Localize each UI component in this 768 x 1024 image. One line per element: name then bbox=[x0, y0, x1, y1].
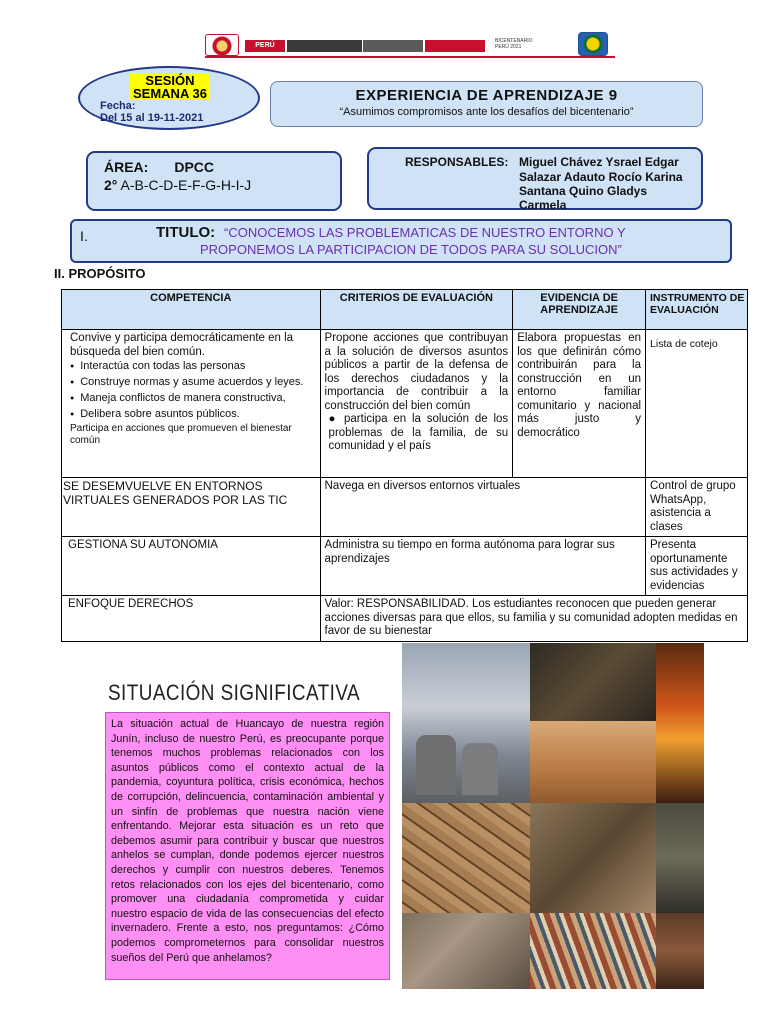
peru-seal-icon bbox=[205, 34, 239, 56]
criterio-tic-cell: Navega en diversos entornos virtuales bbox=[320, 478, 645, 537]
titulo-label: TITULO: bbox=[156, 224, 216, 241]
titulo-line-1: “CONOCEMOS LAS PROBLEMATICAS DE NUESTRO ENTORNO Y bbox=[224, 225, 626, 240]
garbage-photo bbox=[402, 913, 530, 989]
experience-title: EXPERIENCIA DE APRENDIZAJE 9 bbox=[355, 87, 618, 104]
responsable-name: Santana Quino Gladys bbox=[519, 184, 648, 198]
session-tag bbox=[130, 74, 210, 100]
instrumento-text: Lista de cotejo bbox=[650, 338, 718, 350]
problems-collage-image bbox=[402, 643, 704, 989]
school-crest-icon bbox=[578, 32, 608, 56]
header-instrumento: INSTRUMENTO DE EVALUACIÓN bbox=[646, 290, 748, 330]
competencia-cell bbox=[62, 330, 321, 478]
evidencia-text: Elabora propuestas en los que definirán cómo contribuirán para la construcción en un entorno familiar comunitario y nacional más justo y democrático bbox=[517, 332, 642, 439]
table-row bbox=[62, 596, 748, 642]
responsable-name: Miguel Chávez Ysrael Edgar bbox=[519, 155, 679, 169]
fire-photo bbox=[656, 643, 704, 803]
responsables-label: RESPONSABLES: bbox=[405, 155, 509, 169]
criterio-bullet-text: participa en la solución de los problemas de la familia, de su comunidad y el país bbox=[328, 413, 509, 452]
titulo-line-2: PROPONEMOS LA PARTICIPACION DE TODOS PARA SU SOLUCION” bbox=[200, 242, 622, 257]
experience-subtitle: “Asumimos compromisos ante los desafíos del bicentenario” bbox=[339, 106, 634, 118]
criterio-autonomia-cell: Administra su tiempo en forma autónoma para lograr sus aprendizajes bbox=[320, 537, 645, 596]
cooling-towers-photo bbox=[462, 743, 498, 795]
cooling-towers-photo bbox=[416, 735, 456, 795]
landfill-photo bbox=[530, 913, 656, 989]
header-evidencia: EVIDENCIA DE APRENDIZAJE bbox=[513, 290, 646, 330]
evidencia-tic-cell: Control de grupo WhatsApp, asistencia a clases bbox=[646, 478, 748, 537]
criterio-cell bbox=[320, 330, 513, 478]
area-value: DPCC bbox=[174, 159, 215, 175]
table-row bbox=[62, 537, 748, 596]
session-week: SEMANA 36 bbox=[133, 86, 207, 101]
ugel-logo bbox=[363, 40, 423, 52]
dre-logo bbox=[425, 40, 485, 52]
criterio-bullet: ● participa en la solución de los problemas de la familia, de su comunidad y el país bbox=[328, 413, 509, 452]
responsable-name: Carmela bbox=[519, 198, 567, 212]
date-label: Fecha: bbox=[100, 100, 136, 112]
capacidades-list bbox=[66, 359, 316, 423]
peru-logo-text: PERÚ bbox=[255, 42, 275, 49]
sections: A-B-C-D-E-F-G-H-I-J bbox=[117, 177, 252, 193]
competencia-tic-cell: SE DESEMVUELVE EN ENTORNOS VIRTUALES GENERADOS POR LAS TIC bbox=[62, 478, 321, 537]
competencia-autonomia-cell: GESTIONA SU AUTONOMIA bbox=[62, 537, 321, 596]
responsables-box bbox=[367, 147, 703, 210]
list-item: ● Interactúa con todas las personas bbox=[66, 359, 316, 375]
enfoque-valor-cell: Valor: RESPONSABILIDAD. Los estudiantes reconocen que pueden generar acciones diversas para que ellos, su familia y su comunidad adopten medidas en favor de su bienestar bbox=[320, 596, 747, 642]
session-box bbox=[78, 66, 260, 130]
situacion-title: SITUACIÓN SIGNIFICATIVA bbox=[108, 680, 361, 705]
bicentenario-logo: BICENTENARIO PERÚ 2021 bbox=[495, 38, 533, 50]
responsable-name: Salazar Adauto Rocío Karina bbox=[519, 170, 683, 184]
oil-animal-photo bbox=[530, 643, 656, 721]
experience-box bbox=[270, 81, 703, 127]
table-row bbox=[62, 478, 748, 537]
soldier-photo bbox=[656, 803, 704, 913]
enfoque-cell: ENFOQUE DERECHOS bbox=[62, 596, 321, 642]
session-date: Del 15 al 19-11-2021 bbox=[100, 112, 204, 124]
competencias-table bbox=[61, 289, 748, 642]
header-competencia: COMPETENCIA bbox=[62, 290, 321, 330]
proposito-heading: II. PROPÓSITO bbox=[54, 266, 146, 281]
area-box bbox=[86, 151, 342, 211]
list-item: ● Delibera sobre asuntos públicos. bbox=[66, 407, 316, 423]
section-number: I. bbox=[80, 228, 88, 244]
header-banner bbox=[205, 34, 615, 58]
peru-logo bbox=[245, 40, 285, 52]
competencia-title: Convive y participa democráticamente en la búsqueda del bien común. bbox=[70, 332, 294, 358]
evidencia-cell bbox=[513, 330, 646, 478]
situacion-text: La situación actual de Huancayo de nuestra región Junín, incluso de nuestro Perú, es preocupante porque tenemos muchos problemas relacionados con los asuntos públicos como el contexto actual de la pandemia, coyuntura política, crisis económica, hechos de corrupción, delincuencia, contaminación ambiental y un sinfín de problemas que nuestra nación viene enfrentando. Mejorar esta situación es un reto que debemos asumir para contribuir y buscar que nuestros anhelos se cumplan, donde podemos ejercer nuestros derechos y cumplir con nuestros deberes. Tenemos retos relacionados con los ejes del bicentenario, como promover una ciudadanía comprometida y cuidar nuestro espacio de vida de las consecuencias del efecto invernadero. Frente a esto, nos preguntamos: ¿Cómo podemos comprometernos para consolidar nuestros sueños del Perú que anhelamos? bbox=[105, 712, 390, 980]
table-header-row bbox=[62, 290, 748, 330]
grade: 2° bbox=[104, 177, 118, 193]
list-item: ● Maneja conflictos de manera constructiva, bbox=[66, 391, 316, 407]
area-label: ÁREA: bbox=[104, 159, 149, 175]
competencia-extra: Participa en acciones que promueven el bienestar común bbox=[70, 423, 292, 446]
cracked-earth-photo bbox=[402, 803, 530, 913]
banner-divider bbox=[205, 56, 615, 58]
table-row bbox=[62, 330, 748, 478]
session-label: SESIÓN bbox=[145, 73, 195, 88]
criterio-text: Propone acciones que contribuyan a la solución de diversos asuntos públicos a partir de la defensa de los derechos ciudadanos y la importancia de contribuir a la construcción del bien común bbox=[324, 332, 509, 412]
titulo-box bbox=[70, 219, 732, 263]
header-criterios: CRITERIOS DE EVALUACIÓN bbox=[320, 290, 513, 330]
children-photo bbox=[656, 913, 704, 989]
drought-child-photo bbox=[530, 721, 656, 803]
instrumento-cell bbox=[646, 330, 748, 478]
minedu-logo bbox=[287, 40, 362, 52]
hunger-photo bbox=[530, 803, 656, 913]
evidencia-autonomia-cell: Presenta oportunamente sus actividades y evidencias bbox=[646, 537, 748, 596]
list-item: ● Construye normas y asume acuerdos y leyes. bbox=[66, 375, 316, 391]
